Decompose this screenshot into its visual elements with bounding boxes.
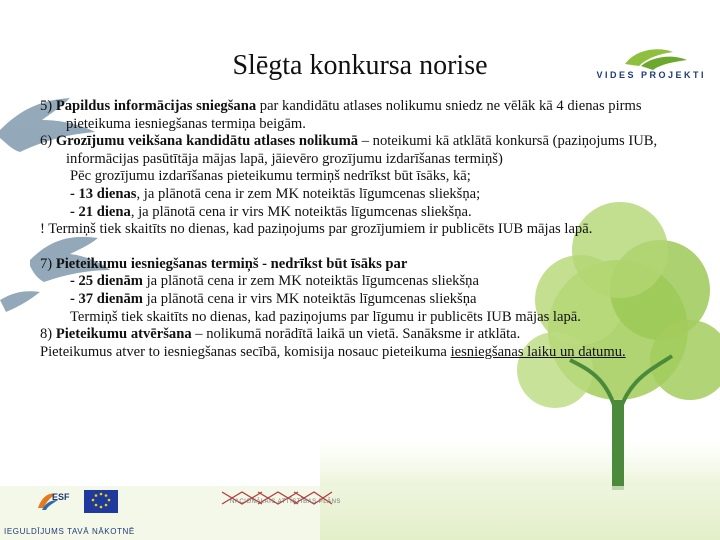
logo-text: VIDES PROJEKTI xyxy=(596,70,706,80)
deadline-days: - 13 dienas xyxy=(70,185,137,202)
section-5 xyxy=(40,98,678,133)
footer-motto: IEGULDĪJUMS TAVĀ NĀKOTNĒ xyxy=(4,527,135,536)
closing-paragraph xyxy=(40,344,678,362)
section-text: – nolikumā norādītā laikā un vietā. Sanāksme ir atklāta. xyxy=(191,326,521,343)
section-number: 8) xyxy=(40,326,53,343)
section-8 xyxy=(40,326,678,344)
deadline-days: - 37 dienām xyxy=(70,290,143,307)
section-heading: Pieteikumu iesniegšanas termiņš - nedrīkst būt īsāks par xyxy=(55,255,408,272)
esf-label: ESF xyxy=(52,492,70,502)
deadline-days: - 25 dienām xyxy=(70,273,143,290)
slide-title: Slēgta konkursa norise xyxy=(232,50,488,81)
section-7-deadline-1 xyxy=(40,273,678,291)
section-heading: Grozījumu veikšana kandidātu atlases nolikumā xyxy=(55,133,359,150)
section-6-deadline-1 xyxy=(40,186,678,204)
section-text: par kandidātu atlases nolikumu sniedz ne vēlāk kā 4 dienas pirms pieteikuma iesniegšanas termiņa beigām. xyxy=(66,98,642,132)
eu-flag-icon xyxy=(84,490,118,513)
closing-text: Pieteikumus atver to iesniegšanas secībā, komisija nosauc pieteikuma xyxy=(40,343,451,360)
deadline-text: , ja plānotā cena ir zem MK noteiktās līgumcenas sliekšņa; xyxy=(136,185,481,202)
note: ! Termiņš tiek skaitīts no dienas, kad paziņojums par grozījumiem ir publicēts IUB mājas lapā. xyxy=(40,221,593,238)
section-7-deadline-2 xyxy=(40,291,678,309)
deadline-days: - 21 diena xyxy=(70,203,131,220)
section-6-after: Pēc grozījumu izdarīšanas pieteikumu termiņš nedrīkst būt īsāks, kā; xyxy=(70,168,471,185)
slide-body xyxy=(40,98,678,361)
section-number: 7) xyxy=(40,255,53,272)
section-heading: Papildus informācijas sniegšana xyxy=(55,98,257,114)
section-number: 6) xyxy=(40,133,53,150)
section-number: 5) xyxy=(40,98,53,114)
section-6 xyxy=(40,133,678,168)
closing-underlined-text: iesniegšanas laiku un datumu. xyxy=(450,343,626,360)
deadline-text: ja plānotā cena ir zem MK noteiktās līgumcenas sliekšņa xyxy=(142,273,479,290)
section-6-deadline-2 xyxy=(40,204,678,222)
section-text: – noteikumi kā atklātā konkursā (paziņojums IUB, informācijas pasūtītāja mājas lapā, jāievēro grozījumu izdarīšanas termiņš) xyxy=(66,133,658,167)
section-7 xyxy=(40,256,678,274)
deadline-text: ja plānotā cena ir virs MK noteiktās līgumcenas sliekšņa xyxy=(142,290,477,307)
section-7-after: Termiņš tiek skaitīts no dienas, kad paziņojums par līgumu ir publicēts IUB mājas lapā. xyxy=(70,308,581,325)
deadline-text: , ja plānotā cena ir virs MK noteiktās līgumcenas sliekšņa. xyxy=(130,203,472,220)
section-heading: Pieteikumu atvēršana xyxy=(55,326,192,343)
nap-label: NACIONĀLAIS ATTĪSTĪBAS PLĀNS xyxy=(230,499,341,505)
